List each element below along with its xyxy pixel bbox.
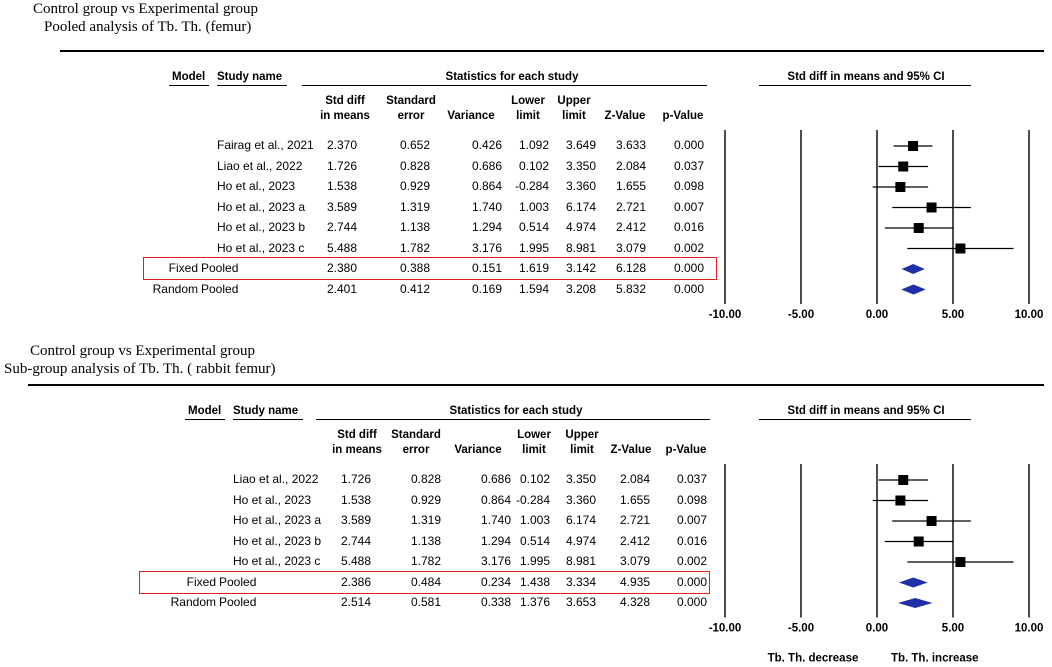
footer-left-label: Tb. Th. decrease — [767, 652, 859, 665]
table-cell: 1.538 — [326, 179, 357, 193]
table-cell: 1.294 — [471, 220, 502, 234]
table-cell: 3.589 — [340, 513, 371, 527]
table-cell: 1.726 — [340, 472, 371, 486]
table-cell: 1.376 — [519, 595, 550, 609]
pooled-diamond — [899, 578, 928, 588]
table-cell: 0.002 — [673, 240, 704, 255]
table-cell: 0.098 — [676, 492, 707, 507]
table-cell: 0.686 — [480, 472, 511, 486]
table-cell: 0.388 — [399, 261, 430, 275]
x-tick-label: 10.00 — [1014, 309, 1044, 321]
pooled-name: Pooled — [201, 261, 239, 275]
column-header-line2: limit — [570, 444, 594, 456]
table-cell: 0.037 — [676, 472, 707, 486]
column-header-line2: limit — [562, 110, 586, 122]
table-cell: 1.319 — [399, 199, 430, 214]
table-cell: 0.000 — [673, 281, 704, 296]
table-cell: 6.174 — [565, 513, 596, 527]
table-cell: 5.832 — [615, 281, 646, 296]
table-cell: 0.002 — [676, 554, 707, 568]
table-cell: 2.084 — [615, 158, 646, 173]
column-header-line2: error — [397, 110, 425, 122]
pooled-model-label: Random — [170, 595, 216, 609]
point-estimate-marker — [955, 557, 965, 567]
table-cell: 4.328 — [619, 595, 650, 609]
pooled-name: Pooled — [201, 281, 239, 296]
table-cell: 0.929 — [410, 492, 441, 507]
column-header-line1: Std diff — [337, 429, 377, 441]
table-cell: 2.401 — [326, 281, 357, 296]
table-cell: 1.995 — [518, 240, 549, 255]
model-header: Model — [172, 71, 206, 83]
table-cell: 0.828 — [410, 472, 441, 486]
table-cell: 1.294 — [480, 533, 511, 548]
table-cell: 1.003 — [518, 199, 549, 214]
column-header-line2: p-Value — [662, 110, 704, 122]
forest-title: Std diff in means and 95% CI — [787, 405, 945, 417]
table-cell: 0.169 — [471, 281, 502, 296]
table-cell: 2.380 — [326, 261, 357, 275]
study-name-header: Study name — [217, 71, 283, 83]
table-cell: 8.981 — [565, 554, 596, 568]
table-cell: 3.633 — [615, 138, 646, 152]
table-cell: 0.864 — [480, 492, 511, 507]
x-tick-label: 5.00 — [941, 622, 965, 635]
table-cell: 0.000 — [676, 595, 707, 609]
point-estimate-marker — [895, 496, 905, 506]
footer-right-label: Tb. Th. increase — [890, 652, 979, 665]
x-tick-label: 5.00 — [941, 309, 965, 321]
table-cell: 6.128 — [615, 261, 646, 275]
table-cell: 3.649 — [565, 138, 596, 152]
table-cell: 0.828 — [399, 158, 430, 173]
table-cell: 1.740 — [480, 513, 511, 527]
x-tick-label: -5.00 — [787, 309, 815, 321]
table-cell: 0.581 — [410, 595, 441, 609]
table-cell: 2.084 — [619, 472, 650, 486]
chart-title-line2: Pooled analysis of Tb. Th. (femur) — [44, 19, 252, 35]
table-cell: 3.176 — [480, 554, 511, 568]
table-cell: 0.000 — [673, 261, 704, 275]
table-cell: 2.514 — [340, 595, 371, 609]
chart-title-line1: Control group vs Experimental group — [33, 1, 258, 17]
model-header: Model — [188, 405, 222, 417]
table-cell: 1.655 — [619, 492, 650, 507]
x-tick-label: 0.00 — [865, 309, 889, 321]
x-tick-label: 10.00 — [1014, 622, 1044, 635]
table-cell: 1.726 — [326, 158, 357, 173]
table-cell: 2.370 — [326, 138, 357, 152]
table-cell: 0.412 — [399, 281, 430, 296]
table-cell: 0.151 — [471, 261, 502, 275]
pooled-model-label: Fixed — [186, 574, 216, 589]
table-cell: 4.935 — [619, 574, 650, 589]
table-cell: 3.350 — [565, 158, 596, 173]
study-name: Ho et al., 2023 b — [233, 533, 322, 548]
table-cell: 3.142 — [565, 261, 596, 275]
table-cell: 1.138 — [410, 533, 441, 548]
column-header-line2: Z-Value — [610, 444, 652, 456]
table-cell: 0.426 — [471, 138, 502, 152]
table-cell: -0.284 — [515, 492, 550, 507]
column-header-line1: Lower — [511, 95, 545, 107]
table-cell: 2.386 — [340, 574, 371, 589]
column-header-line2: p-Value — [665, 444, 707, 456]
table-cell: 1.995 — [519, 554, 550, 568]
table-cell: 0.102 — [518, 158, 549, 173]
column-header-line1: Std diff — [325, 95, 365, 107]
table-cell: 0.098 — [673, 179, 704, 193]
x-tick-label: 0.00 — [865, 622, 889, 635]
table-cell: 0.484 — [410, 574, 441, 589]
table-cell: 3.653 — [565, 595, 596, 609]
study-name-header: Study name — [233, 405, 299, 417]
table-cell: 0.929 — [399, 179, 430, 193]
column-header-line1: Upper — [557, 95, 591, 107]
table-cell: 3.360 — [565, 179, 596, 193]
table-cell: 1.438 — [519, 574, 550, 589]
table-cell: 3.589 — [326, 199, 357, 214]
table-cell: 0.016 — [676, 533, 707, 548]
table-cell: 0.686 — [471, 158, 502, 173]
pooled-model-label: Fixed — [168, 261, 198, 275]
table-cell: 1.594 — [518, 281, 549, 296]
table-cell: 1.138 — [399, 220, 430, 234]
study-name: Ho et al., 2023 a — [217, 199, 306, 214]
x-tick-label: -5.00 — [787, 622, 815, 635]
table-cell: 0.102 — [519, 472, 550, 486]
table-cell: 8.981 — [565, 240, 596, 255]
table-cell: 3.079 — [615, 240, 646, 255]
table-cell: 1.538 — [340, 492, 371, 507]
chart-title-line1: Control group vs Experimental group — [30, 343, 255, 359]
table-cell: 1.655 — [615, 179, 646, 193]
point-estimate-marker — [898, 475, 908, 485]
column-header-line2: error — [402, 444, 430, 456]
study-name: Ho et al., 2023 c — [233, 554, 321, 568]
column-header-line1: Standard — [386, 95, 436, 107]
table-cell: 2.744 — [340, 533, 371, 548]
column-header-line2: in means — [320, 110, 370, 122]
table-cell: 6.174 — [565, 199, 596, 214]
table-cell: 0.000 — [673, 138, 704, 152]
table-cell: 3.208 — [565, 281, 596, 296]
x-tick-label: -10.00 — [708, 309, 742, 321]
table-cell: 0.037 — [673, 158, 704, 173]
column-header-line1: Upper — [565, 429, 599, 441]
table-cell: 2.744 — [326, 220, 357, 234]
table-cell: 5.488 — [340, 554, 371, 568]
table-cell: 3.176 — [471, 240, 502, 255]
column-header-line1: Lower — [517, 429, 551, 441]
column-header-line2: Variance — [454, 444, 502, 456]
table-cell: 0.338 — [480, 595, 511, 609]
table-cell: 0.234 — [480, 574, 511, 589]
table-cell: 2.412 — [615, 220, 646, 234]
table-cell: 0.016 — [673, 220, 704, 234]
table-cell: -0.284 — [514, 179, 549, 193]
table-cell: 0.007 — [673, 199, 704, 214]
study-name: Ho et al., 2023 — [233, 492, 312, 507]
table-cell: 0.864 — [471, 179, 502, 193]
study-name: Fairag et al., 2021 — [217, 138, 314, 152]
table-cell: 0.000 — [676, 574, 707, 589]
point-estimate-marker — [914, 537, 924, 547]
table-cell: 1.782 — [399, 240, 430, 255]
table-cell: 5.488 — [326, 240, 357, 255]
table-cell: 3.079 — [619, 554, 650, 568]
table-cell: 0.514 — [519, 533, 550, 548]
table-cell: 4.974 — [565, 220, 596, 234]
pooled-name: Pooled — [219, 574, 257, 589]
column-header-line1: Standard — [391, 429, 441, 441]
column-header-line2: Z-Value — [604, 110, 646, 122]
pooled-model-label: Random — [152, 281, 198, 296]
table-cell: 2.721 — [615, 199, 646, 214]
table-cell: 0.514 — [518, 220, 549, 234]
column-header-line2: limit — [522, 444, 546, 456]
table-cell: 1.782 — [410, 554, 441, 568]
stats-group-header: Statistics for each study — [445, 71, 579, 83]
study-name: Ho et al., 2023 a — [233, 513, 322, 527]
x-tick-label: -10.00 — [708, 622, 742, 635]
table-cell: 1.003 — [519, 513, 550, 527]
study-name: Ho et al., 2023 c — [217, 240, 305, 255]
stats-group-header: Statistics for each study — [449, 405, 583, 417]
study-name: Liao et al., 2022 — [217, 158, 303, 173]
table-cell: 1.619 — [518, 261, 549, 275]
table-cell: 2.412 — [619, 533, 650, 548]
table-cell: 1.319 — [410, 513, 441, 527]
pooled-name: Pooled — [219, 595, 257, 609]
table-cell: 3.360 — [565, 492, 596, 507]
table-cell: 4.974 — [565, 533, 596, 548]
point-estimate-marker — [927, 516, 937, 526]
table-cell: 0.652 — [399, 138, 430, 152]
study-name: Liao et al., 2022 — [233, 472, 319, 486]
study-name: Ho et al., 2023 b — [217, 220, 306, 234]
table-cell: 3.334 — [565, 574, 596, 589]
table-cell: 1.740 — [471, 199, 502, 214]
study-name: Ho et al., 2023 — [217, 179, 296, 193]
forest-title: Std diff in means and 95% CI — [787, 71, 945, 83]
pooled-diamond — [898, 598, 933, 608]
chart-title-line2: Sub-group analysis of Tb. Th. ( rabbit femur) — [4, 361, 276, 377]
table-cell: 1.092 — [518, 138, 549, 152]
column-header-line2: in means — [332, 444, 382, 456]
table-cell: 3.350 — [565, 472, 596, 486]
column-header-line2: limit — [516, 110, 540, 122]
table-cell: 0.007 — [676, 513, 707, 527]
column-header-line2: Variance — [447, 110, 495, 122]
table-cell: 2.721 — [619, 513, 650, 527]
